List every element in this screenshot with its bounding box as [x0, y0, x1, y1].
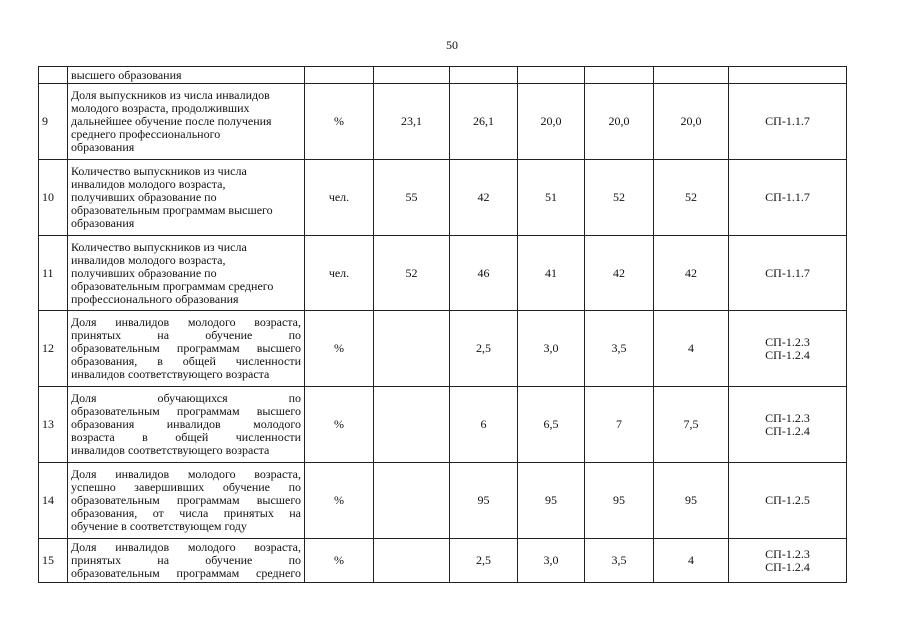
row-description [68, 84, 305, 160]
row-codes [729, 463, 847, 539]
row-description: высшего образования [68, 67, 305, 84]
row-description [68, 463, 305, 539]
row-value-1: 52 [374, 236, 450, 311]
row-unit: % [305, 387, 374, 463]
table-row [39, 160, 847, 236]
row-number: 10 [39, 160, 68, 236]
row-value-2: 95 [450, 463, 518, 539]
table-row [39, 463, 847, 539]
table-row [39, 311, 847, 387]
row-value-5: 95 [654, 463, 729, 539]
description-line: образования [71, 216, 135, 230]
row-codes [729, 387, 847, 463]
description-line: образования, от числа принятых на [71, 506, 301, 520]
row-value-3: 20,0 [518, 84, 585, 160]
code-line: СП-1.2.5 [765, 493, 810, 507]
code-line: СП-1.2.4 [765, 559, 810, 574]
description-line: Доля инвалидов молодого возраста, [71, 467, 301, 481]
code-line: СП-1.1.7 [765, 265, 810, 280]
row-number: 11 [39, 236, 68, 311]
description-line: дальнейшее обучение после получения [71, 114, 272, 128]
row-value-2: 2,5 [450, 311, 518, 387]
row-description [68, 236, 305, 311]
row-value-4: 3,5 [585, 539, 654, 583]
row-value-3: 95 [518, 463, 585, 539]
row-value-4: 3,5 [585, 311, 654, 387]
row-value-4: 7 [585, 387, 654, 463]
description-line: Количество выпускников из числа [71, 164, 247, 178]
description-line: инвалидов молодого возраста, [71, 177, 226, 191]
description-line: обучение в соответствующем году [71, 519, 247, 533]
row-value-2: 26,1 [450, 84, 518, 160]
row-value-1 [374, 387, 450, 463]
description-line: принятых на обучение по [71, 328, 301, 342]
description-line: образовательным программам среднего [71, 566, 301, 580]
row-value-4: 95 [585, 463, 654, 539]
description-line: образовательным программам высшего [71, 203, 273, 217]
row-number: 12 [39, 311, 68, 387]
description-line: образования [71, 140, 135, 154]
description-line: инвалидов молодого возраста, [71, 252, 226, 267]
description-line: образования, в общей численности [71, 354, 301, 368]
row-description [68, 311, 305, 387]
table-row [39, 84, 847, 160]
row-codes [729, 84, 847, 160]
row-value-5: 52 [654, 160, 729, 236]
row-codes [729, 539, 847, 583]
row-value-4: 42 [585, 236, 654, 311]
row-unit: чел. [305, 236, 374, 311]
description-line: Количество выпускников из числа [71, 239, 247, 254]
description-line: образования инвалидов молодого [71, 417, 301, 431]
row-value-2: 46 [450, 236, 518, 311]
description-line: профессионального образования [71, 291, 239, 306]
code-line: СП-1.2.4 [765, 347, 810, 362]
row-value-3: 6,5 [518, 387, 585, 463]
code-line: СП-1.2.3 [765, 546, 810, 561]
row-description [68, 160, 305, 236]
row-number: 13 [39, 387, 68, 463]
row-value-2: 6 [450, 387, 518, 463]
table-row [39, 539, 847, 583]
description-line: инвалидов соответствующего возраста [71, 443, 270, 457]
description-line: образовательным программам среднего [71, 278, 274, 293]
row-value-3: 3,0 [518, 539, 585, 583]
code-line: СП-1.2.3 [765, 410, 810, 425]
row-number: 15 [39, 539, 68, 583]
row-value-5: 20,0 [654, 84, 729, 160]
row-description [68, 387, 305, 463]
description-line: успешно завершивших обучение по [71, 480, 301, 494]
description-line: Доля инвалидов молодого возраста, [71, 315, 301, 329]
indicators-table [38, 66, 847, 583]
row-value-5: 4 [654, 311, 729, 387]
description-line: Доля обучающихся по [71, 391, 301, 405]
code-line: СП-1.1.7 [765, 114, 810, 128]
row-value-4: 52 [585, 160, 654, 236]
row-value-3: 3,0 [518, 311, 585, 387]
row-number: 9 [39, 84, 68, 160]
row-value-1 [374, 463, 450, 539]
row-codes [729, 236, 847, 311]
row-description [68, 539, 305, 583]
table-row [39, 387, 847, 463]
description-line: образовательным программам высшего [71, 404, 301, 418]
description-line: образовательным программам высшего [71, 493, 301, 507]
description-line: образовательным программам высшего [71, 341, 301, 355]
row-unit: % [305, 463, 374, 539]
row-codes [729, 311, 847, 387]
description-line: принятых на обучение по [71, 553, 301, 567]
row-value-3: 41 [518, 236, 585, 311]
page-number: 50 [446, 38, 458, 52]
row-value-4: 20,0 [585, 84, 654, 160]
row-value-1: 23,1 [374, 84, 450, 160]
row-value-5: 7,5 [654, 387, 729, 463]
row-unit: % [305, 84, 374, 160]
row-value-2: 2,5 [450, 539, 518, 583]
description-line: возраста в общей численности [71, 430, 301, 444]
description-line: молодого возраста, продолживших [71, 101, 250, 115]
code-line: СП-1.2.4 [765, 423, 810, 438]
description-line: Доля инвалидов молодого возраста, [71, 540, 301, 554]
row-value-1 [374, 539, 450, 583]
row-value-3: 51 [518, 160, 585, 236]
description-line: Доля выпускников из числа инвалидов [71, 88, 270, 102]
row-unit: % [305, 311, 374, 387]
code-line: СП-1.2.3 [765, 334, 810, 349]
row-value-5: 42 [654, 236, 729, 311]
row-value-1: 55 [374, 160, 450, 236]
row-value-5: 4 [654, 539, 729, 583]
row-value-2: 42 [450, 160, 518, 236]
description-line: получивших образование по [71, 265, 217, 280]
description-line: инвалидов соответствующего возраста [71, 367, 270, 381]
code-line: СП-1.1.7 [765, 190, 810, 204]
table-row-continuation [39, 67, 847, 84]
row-unit: чел. [305, 160, 374, 236]
row-codes [729, 160, 847, 236]
description-line: среднего профессионального [71, 127, 221, 141]
table-row [39, 236, 847, 311]
row-value-1 [374, 311, 450, 387]
row-unit: % [305, 539, 374, 583]
row-number: 14 [39, 463, 68, 539]
description-line: получивших образование по [71, 190, 217, 204]
